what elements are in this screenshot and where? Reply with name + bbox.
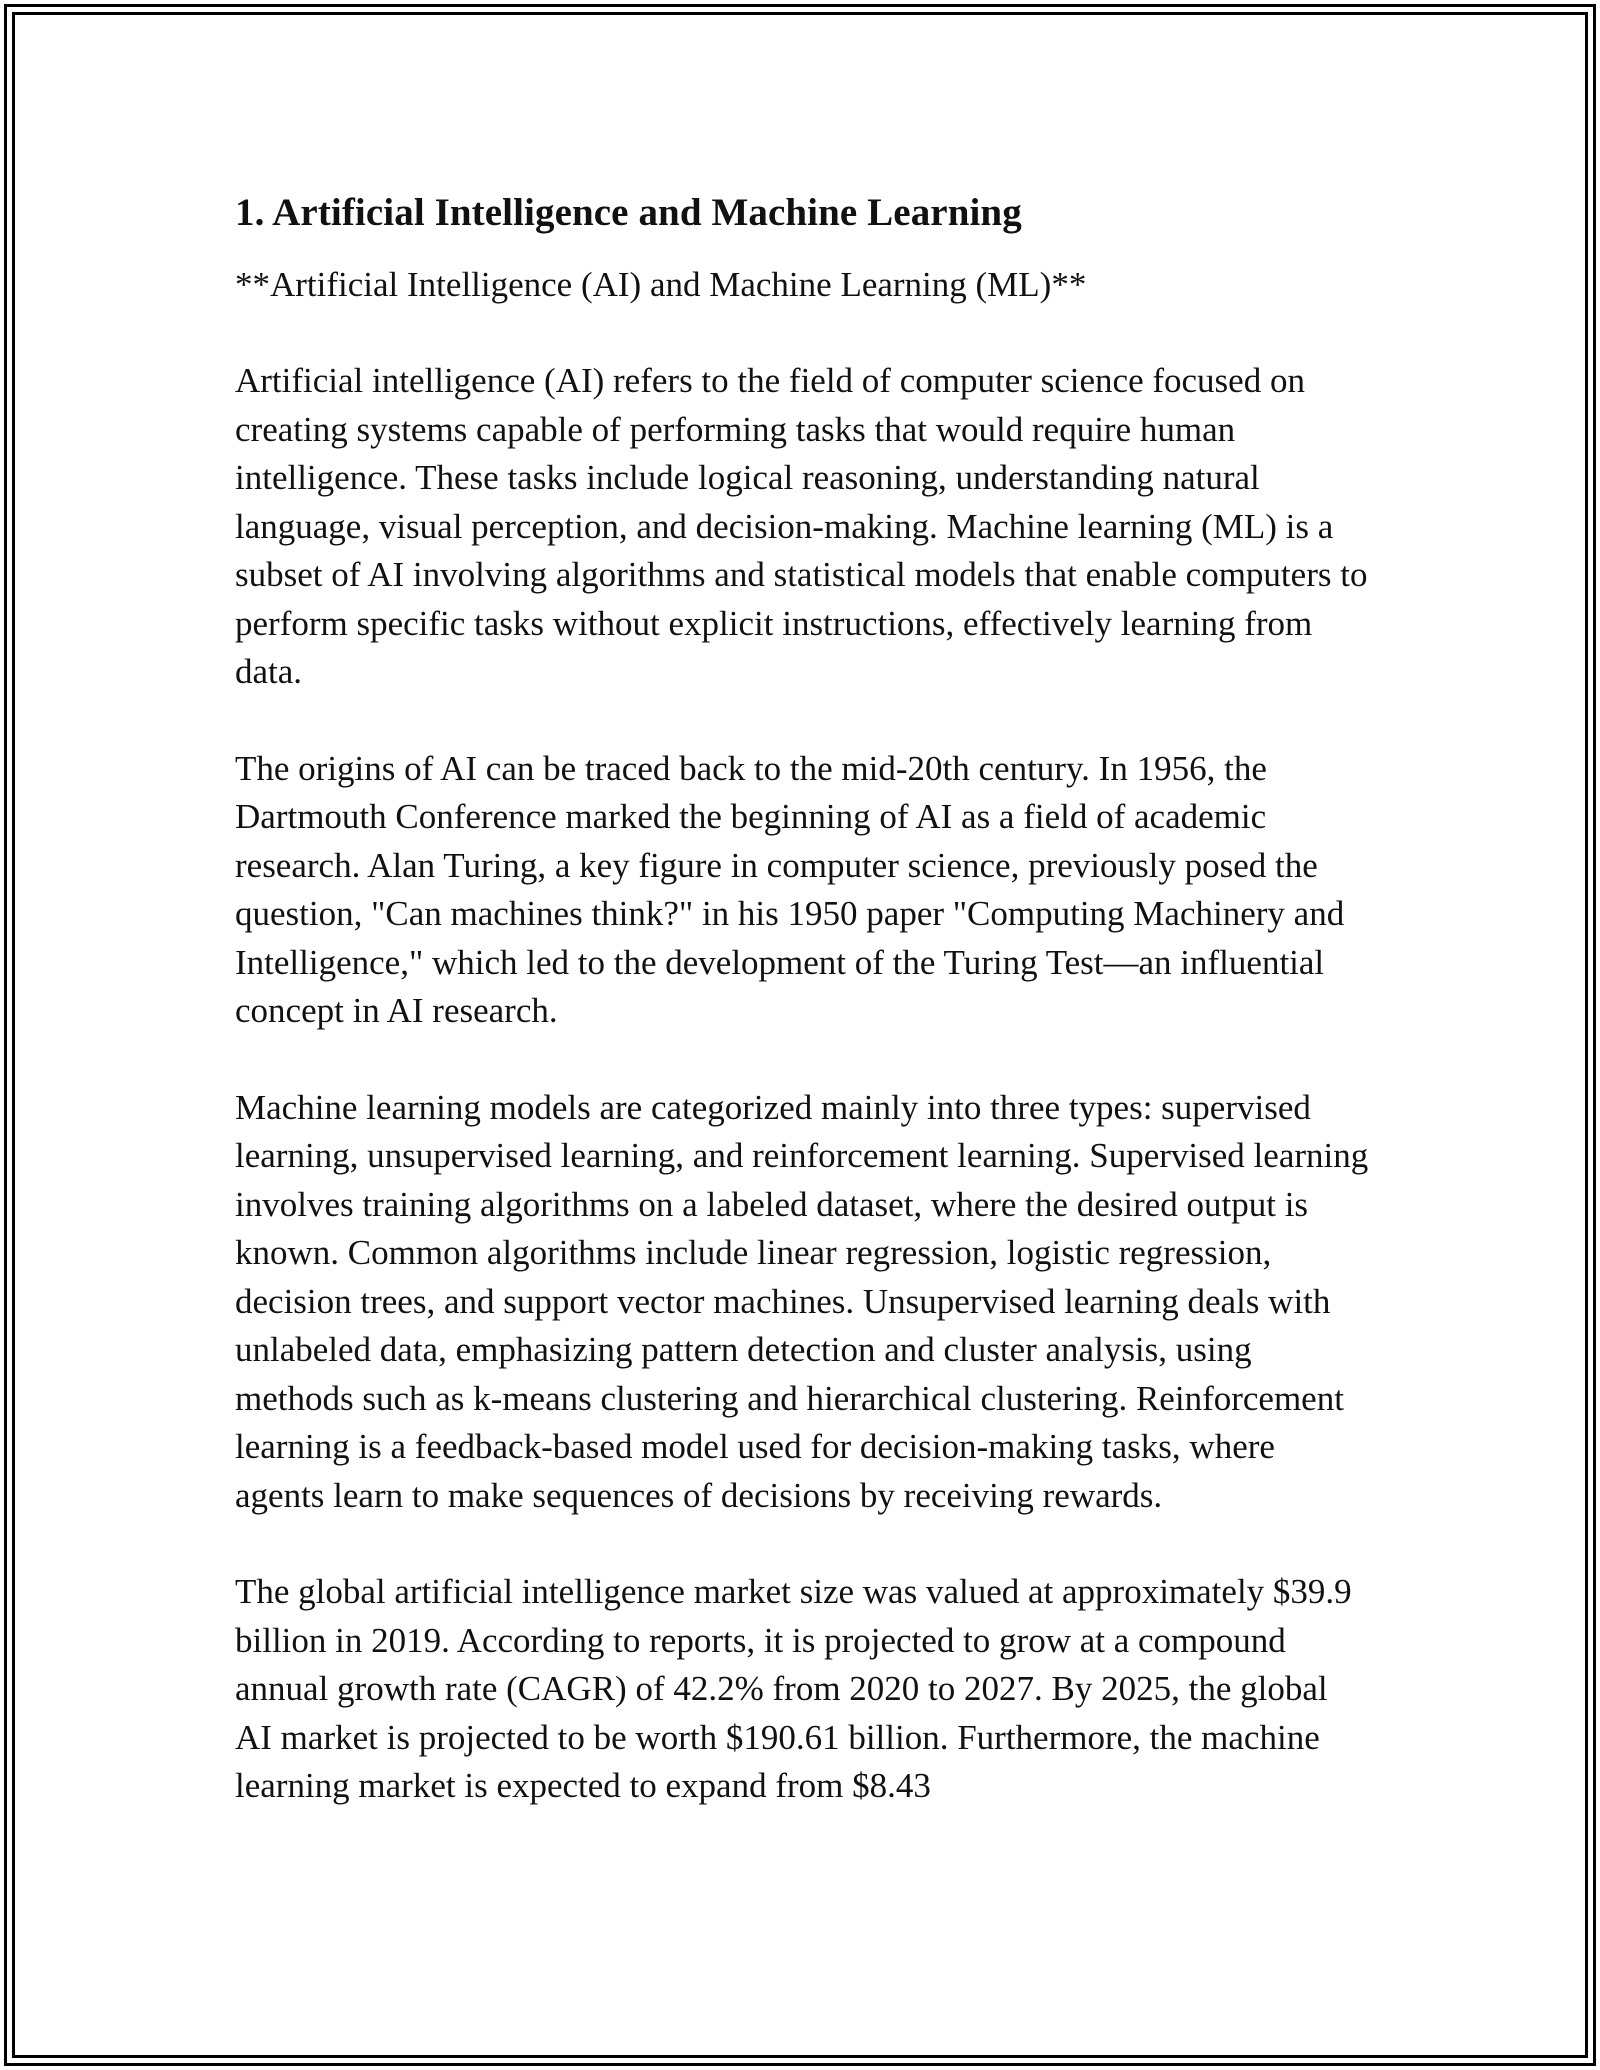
section-subheading: **Artificial Intelligence (AI) and Machine Learning (ML)** [235,265,1087,304]
paragraph-ml-types: Machine learning models are categorized mainly into three types: supervised learning, unsupervised learning, and reinforcement learning. Supervised learning involves training algorithms on a labeled dataset, where the desired output is known. Common algorithms include linear regression, logistic regression, decision trees, and support vector machines. Unsupervised learning deals with unlabeled data, emphasizing pattern detection and cluster analysis, using methods such as k-means clustering and hierarchical clustering. Reinforcement learning is a feedback-based model used for decision-making tasks, where agents learn to make sequences of decisions by receiving rewards. [235,1087,1369,1515]
document-body [235,185,1370,1811]
section-heading: 1. Artificial Intelligence and Machine Learning [235,191,1022,234]
paragraph-ai-market: The global artificial intelligence market size was valued at approximately $39.9 billion in 2019. According to reports, it is projected to grow at a compound annual growth rate (CAGR) of 42.2% from 2020 to 2027. By 2025, the global AI market is projected to be worth $190.61 billion. Furthermore, the machine learning market is expected to expand from $8.43 [235,1572,1352,1805]
paragraph-ai-origins: The origins of AI can be traced back to the mid-20th century. In 1956, the Dartmouth Conference marked the beginning of AI as a field of academic research. Alan Turing, a key figure in computer science, previously posed the question, "Can machines think?" in his 1950 paper "Computing Machinery and Intelligence," which led to the development of the Turing Test—an influential concept in AI research. [235,748,1345,1030]
paragraph-ai-definition: Artificial intelligence (AI) refers to the field of computer science focused on creating systems capable of performing tasks that would require human intelligence. These tasks include logical reasoning, understanding natural language, visual perception, and decision-making. Machine learning (ML) is a subset of AI involving algorithms and statistical models that enable computers to perform specific tasks without explicit instructions, effectively learning from data. [235,361,1368,691]
